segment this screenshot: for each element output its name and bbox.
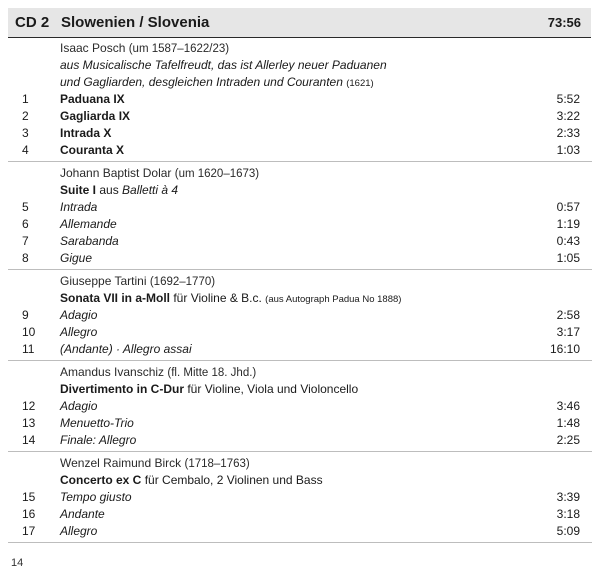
track-title: (Andante) · Allegro assai — [60, 342, 192, 356]
cd-header — [8, 8, 591, 38]
work-title-line — [8, 290, 592, 307]
track-title: Intrada — [60, 200, 98, 214]
track-number: 5 — [22, 200, 29, 214]
track-row — [8, 199, 592, 216]
track-row — [8, 108, 592, 125]
composer-name: Amandus Ivanschiz — [60, 365, 165, 379]
track-duration: 2:25 — [556, 433, 580, 447]
composer-line — [8, 273, 592, 290]
track-number: 6 — [22, 217, 29, 231]
composer-line — [8, 165, 592, 182]
source-line — [8, 57, 592, 74]
track-duration: 1:05 — [556, 251, 580, 265]
track-number: 15 — [22, 490, 36, 504]
composer-dates: (um 1620–1673) — [174, 168, 260, 180]
work-title-line — [8, 182, 592, 199]
track-duration: 0:57 — [556, 200, 580, 214]
composer-line — [8, 455, 592, 472]
composer-name: Giuseppe Tartini — [60, 274, 147, 288]
work-block-birck — [8, 452, 592, 543]
track-title: Tempo giusto — [60, 490, 132, 504]
track-duration: 3:22 — [556, 109, 580, 123]
work-title: Suite I — [60, 183, 97, 197]
track-number: 3 — [22, 126, 29, 140]
track-row — [8, 489, 592, 506]
track-number: 17 — [22, 524, 36, 538]
track-number: 7 — [22, 234, 29, 248]
track-duration: 16:10 — [549, 342, 580, 356]
track-row — [8, 506, 592, 523]
track-title: Allemande — [60, 217, 117, 231]
track-row — [8, 432, 592, 449]
cd-title: Slowenien / Slovenia — [61, 14, 210, 31]
track-duration: 5:09 — [556, 524, 580, 538]
track-row — [8, 324, 592, 341]
page-number: 14 — [11, 557, 24, 569]
track-duration: 5:52 — [556, 92, 580, 106]
track-row — [8, 341, 592, 358]
work-instrumentation: für Violine, Viola und Violoncello — [184, 382, 359, 396]
composer-dates: (fl. Mitte 18. Jhd.) — [167, 367, 257, 379]
track-title: Gigue — [60, 251, 93, 265]
track-number: 14 — [22, 433, 36, 447]
composer-line — [8, 364, 592, 381]
track-duration: 3:18 — [556, 507, 580, 521]
track-row — [8, 523, 592, 540]
composer-dates: (um 1587–1622/23) — [128, 43, 230, 55]
track-number: 9 — [22, 308, 29, 322]
track-number: 10 — [22, 325, 36, 339]
source-text: aus Musicalische Tafelfreudt, das ist Allerley neuer Paduanen — [60, 58, 387, 72]
track-row — [8, 415, 592, 432]
work-block-ivanschiz — [8, 361, 592, 452]
track-row — [8, 233, 592, 250]
work-source: (aus Autograph Padua No 1888) — [265, 294, 402, 305]
track-row — [8, 216, 592, 233]
track-title: Menuetto-Trio — [60, 416, 134, 430]
work-instrumentation: für Cembalo, 2 Violinen und Bass — [141, 473, 323, 487]
work-title: Sonata VII in a-Moll — [60, 291, 171, 305]
work-instrumentation: für Violine & B.c. — [170, 291, 266, 305]
composer-name: Isaac Posch — [60, 41, 126, 55]
composer-dates: (1692–1770) — [149, 276, 216, 288]
track-row — [8, 250, 592, 267]
work-title-line — [8, 472, 592, 489]
source-year: (1621) — [346, 78, 374, 89]
composer-line — [8, 40, 592, 57]
track-title: Allegro — [60, 524, 98, 538]
track-row — [8, 142, 592, 159]
track-duration: 3:17 — [556, 325, 580, 339]
track-duration: 3:39 — [556, 490, 580, 504]
composer-name: Wenzel Raimund Birck — [60, 456, 182, 470]
track-title: Adagio — [60, 308, 98, 322]
work-collection: Balletti à 4 — [122, 183, 179, 197]
track-title: Paduana IX — [60, 92, 125, 106]
track-duration: 2:58 — [556, 308, 580, 322]
track-title: Intrada X — [60, 126, 112, 140]
source-line — [8, 74, 592, 91]
work-block-tartini — [8, 270, 592, 361]
track-row — [8, 125, 592, 142]
track-row — [8, 91, 592, 108]
track-title: Allegro — [60, 325, 98, 339]
cd-total-duration: 73:56 — [547, 15, 581, 30]
track-number: 16 — [22, 507, 36, 521]
track-row — [8, 398, 592, 415]
work-block-dolar — [8, 162, 592, 270]
track-number: 1 — [22, 92, 29, 106]
track-duration: 1:48 — [556, 416, 580, 430]
track-number: 11 — [22, 342, 35, 356]
composer-name: Johann Baptist Dolar — [60, 166, 172, 180]
work-title: Divertimento in C-Dur — [60, 382, 185, 396]
track-title: Andante — [60, 507, 105, 521]
track-duration: 0:43 — [556, 234, 580, 248]
track-number: 12 — [22, 399, 36, 413]
composer-dates: (1718–1763) — [184, 458, 250, 470]
track-duration: 1:19 — [556, 217, 580, 231]
track-number: 8 — [22, 251, 29, 265]
work-connector: aus — [96, 183, 123, 197]
track-duration: 3:46 — [556, 399, 580, 413]
track-duration: 2:33 — [556, 126, 580, 140]
track-duration: 1:03 — [556, 143, 580, 157]
work-block-posch — [8, 40, 592, 162]
track-number: 4 — [22, 143, 29, 157]
track-number: 13 — [22, 416, 36, 430]
tracklist — [0, 40, 600, 543]
track-title: Finale: Allegro — [60, 433, 137, 447]
work-title: Concerto ex C — [60, 473, 142, 487]
work-title-line — [8, 381, 592, 398]
track-row — [8, 307, 592, 324]
track-title: Adagio — [60, 399, 98, 413]
track-number: 2 — [22, 109, 29, 123]
cd-number: CD 2 — [15, 14, 50, 31]
track-title: Couranta X — [60, 143, 125, 157]
source-text: und Gagliarden, desgleichen Intraden und Couranten — [60, 75, 343, 89]
track-title: Gagliarda IX — [60, 109, 131, 123]
track-title: Sarabanda — [60, 234, 119, 248]
